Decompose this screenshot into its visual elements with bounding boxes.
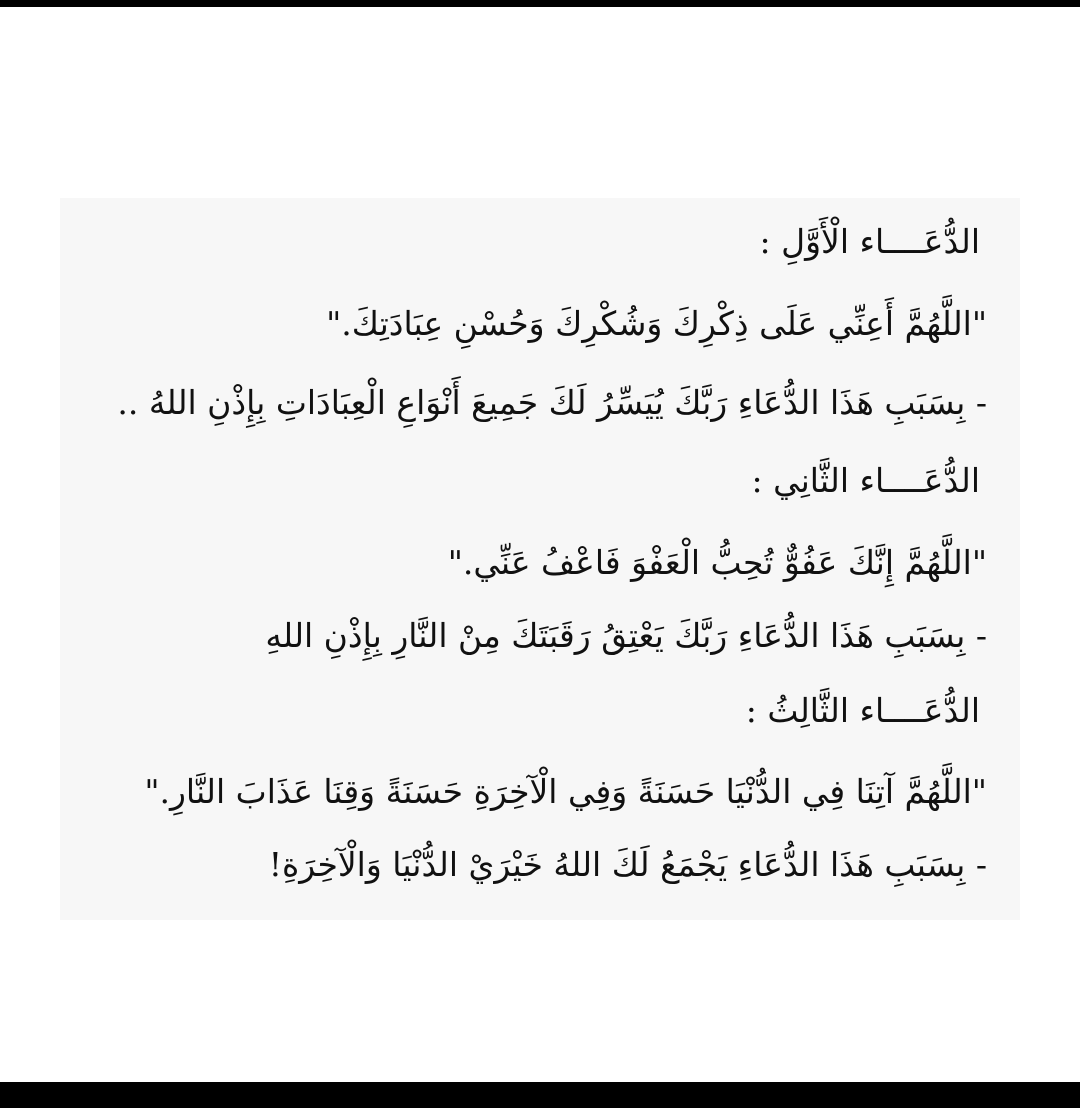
dua-2-benefit: - بِسَبَبِ هَذَا الدُّعَاءِ رَبَّكَ يَعْتِقُ رَقَبَتَكَ مِنْ النَّارِ بِإِذْنِ اللهِ bbox=[265, 616, 987, 655]
dua-2-heading: الدُّعَــــاء الثَّانِي : bbox=[751, 461, 980, 500]
dua-1-text: "اللَّهُمَّ أَعِنِّي عَلَى ذِكْرِكَ وَشُكْرِكَ وَحُسْنِ عِبَادَتِكَ." bbox=[326, 304, 987, 343]
bottom-black-bar bbox=[0, 1082, 1080, 1108]
dua-1-heading: الدُّعَــــاء الْأَوَّلِ : bbox=[759, 222, 980, 261]
dua-3-benefit: - بِسَبَبِ هَذَا الدُّعَاءِ يَجْمَعُ لَكَ اللهُ خَيْرَيْ الدُّنْيَا وَالْآخِرَةِ! bbox=[268, 845, 987, 884]
dua-1-benefit: - بِسَبَبِ هَذَا الدُّعَاءِ رَبَّكَ يُيَسِّرُ لَكَ جَمِيعَ أَنْوَاعِ الْعِبَادَاتِ بِإِذْنِ اللهُ .. bbox=[117, 383, 987, 422]
top-black-bar bbox=[0, 0, 1080, 7]
dua-2-text: "اللَّهُمَّ إِنَّكَ عَفُوٌّ تُحِبُّ الْعَفْوَ فَاعْفُ عَنِّي." bbox=[447, 543, 987, 582]
dua-3-heading: الدُّعَــــاء الثَّالِثُ : bbox=[745, 691, 980, 730]
dua-3-text: "اللَّهُمَّ آتِنَا فِي الدُّنْيَا حَسَنَةً وَفِي الْآخِرَةِ حَسَنَةً وَقِنَا عَذَابَ النَّارِ." bbox=[144, 772, 987, 811]
